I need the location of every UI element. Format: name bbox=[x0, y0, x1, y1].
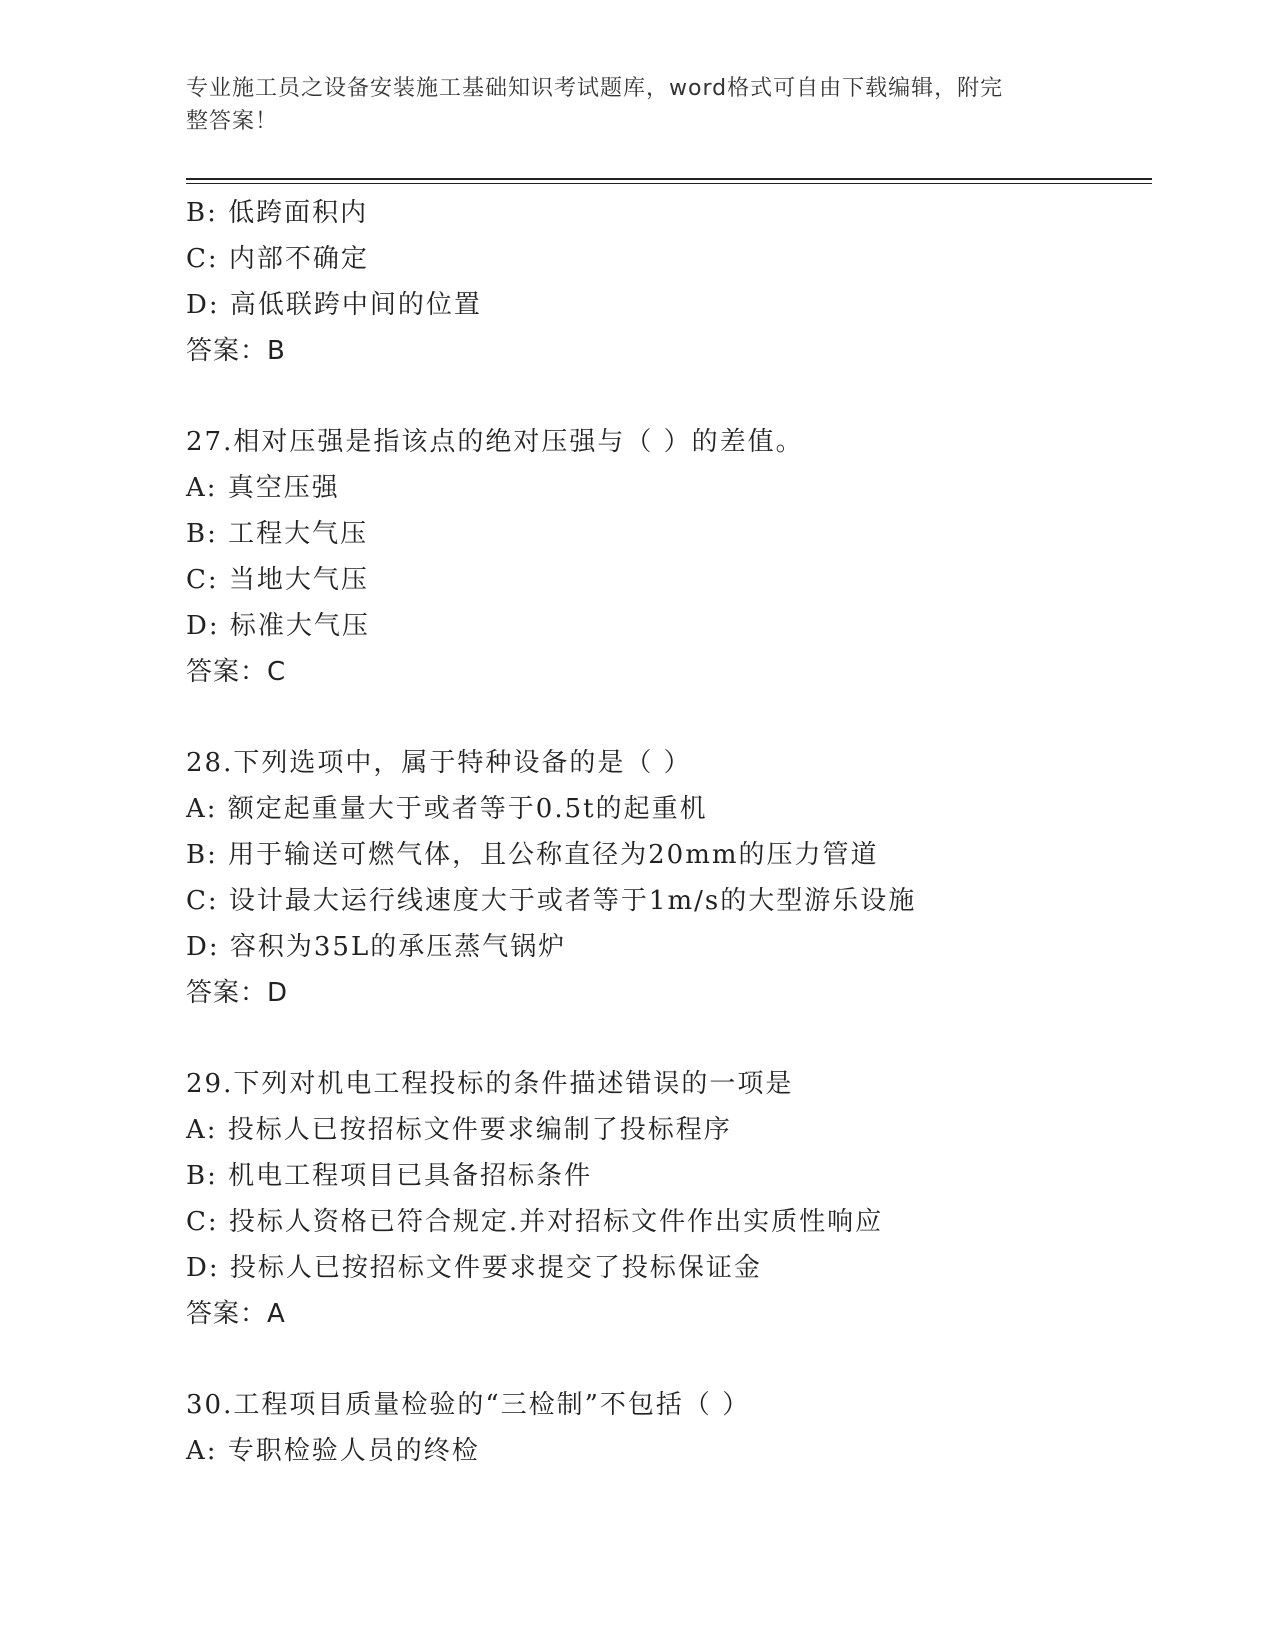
document-header bbox=[186, 72, 1066, 138]
question-text: 27.相对压强是指该点的绝对压强与（ ）的差值。 bbox=[186, 427, 804, 457]
question-text: 28.下列选项中，属于特种设备的是（ ） bbox=[186, 748, 692, 778]
answer-line: 答案：B bbox=[186, 336, 286, 366]
option-d: D: 高低联跨中间的位置 bbox=[186, 290, 482, 320]
option-d: D: 容积为35L的承压蒸气锅炉 bbox=[186, 932, 567, 962]
question-27 bbox=[186, 419, 1152, 695]
option-b: B: 机电工程项目已具备招标条件 bbox=[186, 1161, 593, 1191]
option-b: B: 用于输送可燃气体，且公称直径为20mm的压力管道 bbox=[186, 840, 879, 870]
answer-line: 答案：A bbox=[186, 1299, 286, 1329]
option-a: A: 额定起重量大于或者等于0.5t的起重机 bbox=[186, 794, 708, 824]
question-30 bbox=[186, 1382, 1152, 1474]
question-29 bbox=[186, 1061, 1152, 1337]
option-b: B: 工程大气压 bbox=[186, 519, 369, 549]
option-a: A: 真空压强 bbox=[186, 473, 340, 503]
option-c: C: 当地大气压 bbox=[186, 565, 369, 595]
header-divider-thin bbox=[186, 183, 1152, 184]
question-continued bbox=[186, 190, 1152, 374]
answer-line: 答案：C bbox=[186, 657, 287, 687]
option-a: A: 投标人已按招标文件要求编制了投标程序 bbox=[186, 1115, 732, 1145]
question-list bbox=[186, 190, 1152, 1474]
option-a: A: 专职检验人员的终检 bbox=[186, 1436, 480, 1466]
option-c: C: 内部不确定 bbox=[186, 244, 369, 274]
option-c: C: 设计最大运行线速度大于或者等于1m/s的大型游乐设施 bbox=[186, 886, 917, 916]
header-line-1: 专业施工员之设备安装施工基础知识考试题库，word格式可自由下载编辑，附完 bbox=[186, 76, 1004, 101]
header-line-2: 整答案！ bbox=[186, 109, 279, 134]
question-text: 30.工程项目质量检验的“三检制”不包括（ ） bbox=[186, 1390, 751, 1420]
question-28 bbox=[186, 740, 1152, 1016]
answer-line: 答案：D bbox=[186, 978, 289, 1008]
option-b: B: 低跨面积内 bbox=[186, 198, 369, 228]
header-divider-thick bbox=[186, 178, 1152, 180]
option-c: C: 投标人资格已符合规定.并对招标文件作出实质性响应 bbox=[186, 1207, 884, 1237]
option-d: D: 标准大气压 bbox=[186, 611, 370, 641]
question-text: 29.下列对机电工程投标的条件描述错误的一项是 bbox=[186, 1069, 794, 1099]
option-d: D: 投标人已按招标文件要求提交了投标保证金 bbox=[186, 1253, 762, 1283]
